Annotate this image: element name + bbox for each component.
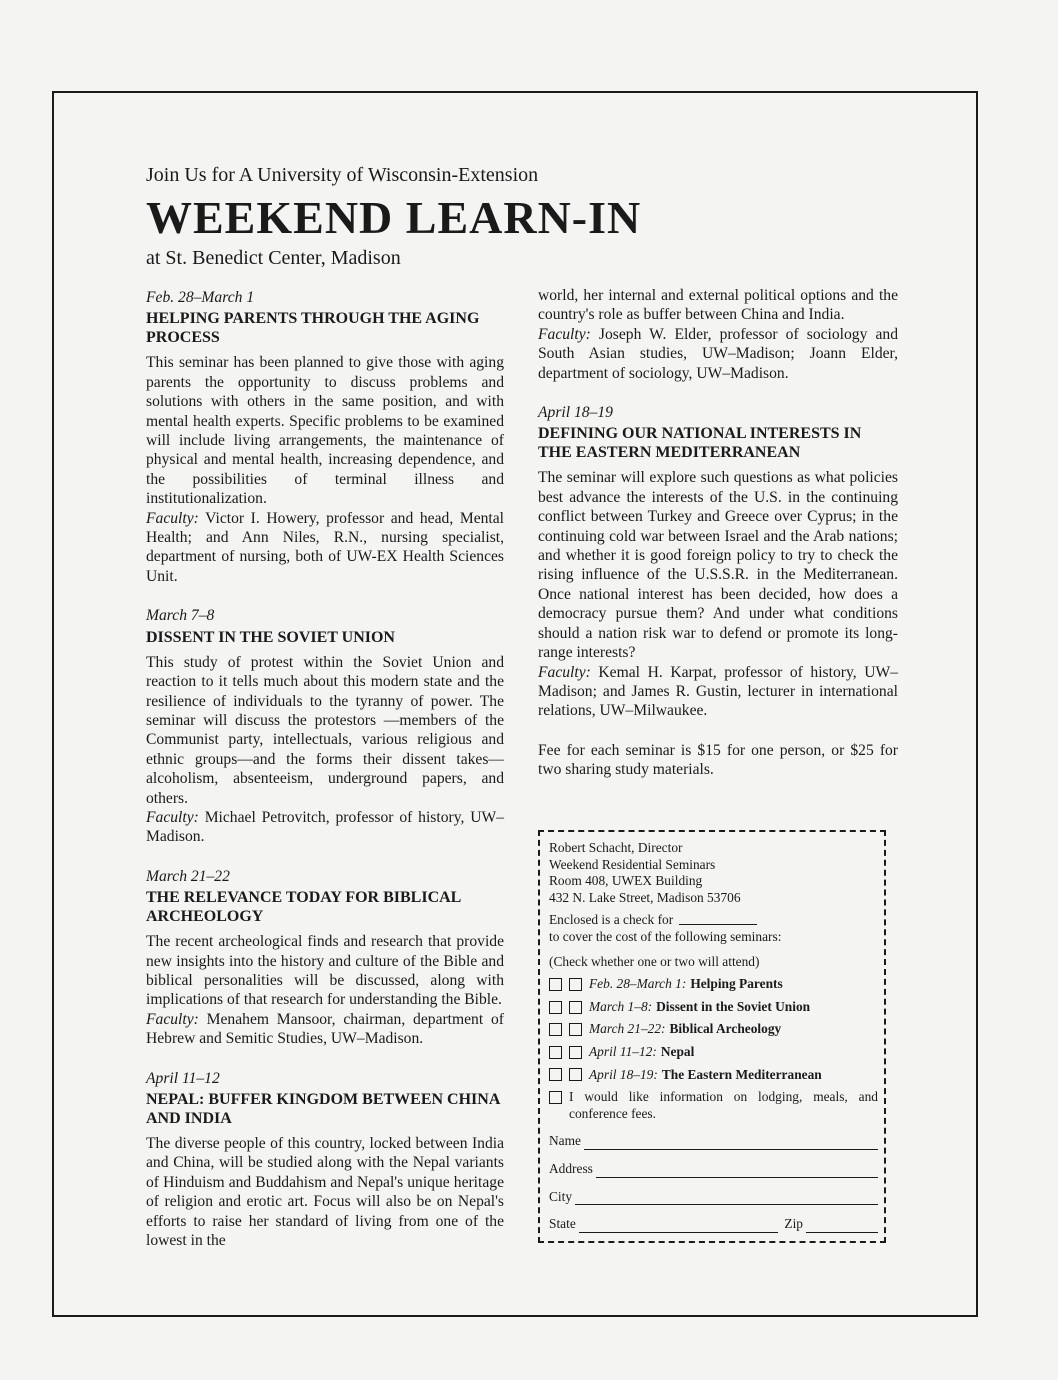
page-title: WEEKEND LEARN-IN [146,192,642,243]
seminar-faculty [146,808,504,847]
enclosed-statement [549,912,878,945]
intro-line: Join Us for A University of Wisconsin-Extension [146,164,539,186]
seminar-faculty [146,509,504,587]
option-date: March 21–22: [589,1021,666,1037]
state-field[interactable] [579,1219,779,1233]
one-attendee-checkbox[interactable] [549,978,562,991]
faculty-label: Faculty: [538,325,591,343]
state-label: State [549,1216,576,1232]
option-name: Nepal [660,1043,695,1059]
seminar-date: March 21–22 [146,867,230,885]
seminar-date: Feb. 28–March 1 [146,289,255,306]
name-label: Name [549,1133,581,1149]
seminar-description: This study of protest within the Soviet Union and reaction to it tells much about this modern state and the resilience of individuals to the tyranny of power. The seminar will discuss the protestors —members of the Communist party, intellectuals, various religious and ethnic groups—and the forms their dissent takes—alcoholism, absenteeism, underground papers, and others. [146,653,504,807]
seminar-description-continued: world, her internal and external political options and the country's role as buffer between China and India. [538,287,898,324]
option-date: April 11–12: [589,1043,657,1059]
faculty-label: Faculty: [146,1010,199,1028]
option-name: Dissent in the Soviet Union [656,998,811,1014]
seminar-option-row [549,1067,878,1084]
fee-note: Fee for each seminar is $15 for one person, or $25 for two sharing study materials. [538,741,898,779]
one-attendee-checkbox[interactable] [549,1068,562,1081]
address-line: Robert Schacht, Director [549,840,683,855]
seminar-option-row [549,1044,878,1061]
seminar-biblical-archeology [146,867,504,1049]
city-field-row [549,1189,878,1206]
seminar-description: The recent archeological finds and research that provide new insights into the history and culture of the Bible and biblical personalities will be discussed, along with implications of that research for understanding the Bible. [146,933,504,1009]
seminar-nepal [146,1069,504,1251]
faculty-names: Menahem Mansoor, chairman, department of Hebrew and Semitic Studies, UW–Madison. [146,1010,504,1048]
seminar-title: DISSENT IN THE SOVIET UNION [146,628,395,646]
seminar-mediterranean [538,403,898,721]
seminar-date: April 11–12 [146,1069,220,1087]
venue-line: at St. Benedict Center, Madison [146,247,401,269]
faculty-label: Faculty: [146,808,199,826]
one-attendee-checkbox[interactable] [549,1046,562,1059]
seminar-faculty [538,663,898,721]
info-request-label: I would like information on lodging, meals, and conference fees. [569,1089,878,1121]
check-amount-field[interactable] [679,912,757,925]
enclosed-suffix: to cover the cost of the following seminars: [549,928,782,944]
faculty-names: Victor I. Howery, professor and head, Mental Health; and Ann Niles, R.N., nursing specialist, department of nursing, both of UW-EX Health Sciences Unit. [146,509,505,585]
option-name: The Eastern Mediterranean [661,1066,822,1082]
faculty-names: Michael Petrovitch, professor of history, UW–Madison. [146,808,504,846]
two-attendees-checkbox[interactable] [569,1023,582,1036]
option-date: April 18–19: [589,1066,658,1082]
seminar-faculty [538,325,898,383]
two-attendees-checkbox[interactable] [569,1046,582,1059]
city-label: City [549,1188,573,1204]
option-date: Feb. 28–March 1: [589,976,687,992]
right-column [538,286,898,780]
two-attendees-checkbox[interactable] [569,1001,582,1014]
option-name: Helping Parents [690,976,783,992]
address-line: Weekend Residential Seminars [549,856,716,872]
two-attendees-checkbox[interactable] [569,1068,582,1081]
address-line: 432 N. Lake Street, Madison 53706 [549,889,741,905]
one-attendee-checkbox[interactable] [549,1001,562,1014]
option-date: March 1–8: [589,998,653,1014]
faculty-label: Faculty: [538,663,591,681]
info-request-checkbox[interactable] [549,1091,562,1104]
enclosed-prefix: Enclosed is a check for [549,912,674,928]
address-field[interactable] [596,1164,878,1178]
faculty-label: Faculty: [146,509,199,527]
seminar-nepal-continued [538,286,898,383]
seminar-date: April 18–19 [538,404,613,422]
zip-label: Zip [784,1216,803,1232]
seminar-title: THE RELEVANCE TODAY FOR BIBLICAL ARCHEOLOGY [146,889,461,926]
registration-form [538,830,886,1243]
left-column [146,288,504,1270]
seminar-description: The diverse people of this country, locked between India and China, will be studied along with the Nepal variants of Hinduism and Buddahism and Nepal's unique heritage of religion and erotic art. Focus will also be on Nepal's efforts to raise her standard of living from one of the lowest in the [146,1135,504,1250]
city-field[interactable] [575,1191,878,1205]
seminar-aging-parents [146,288,504,586]
faculty-names: Joseph W. Elder, professor of sociology and South Asian studies, UW–Madison; Joann Elder, department of sociology, UW–Madison. [538,325,898,382]
seminar-description: The seminar will explore such questions as what policies best advance the interests of the U.S. in the continuing conflict between Turkey and Greece over Cyprus; in the continuing cold war between Israel and the Arab nations; and whether it is good foreign policy to try to check the rising influence of the U.S.S.R. in the Mediterranean. Once national interest has been decided, how does a democracy pursue them? And under what conditions should a nation risk war to defend or promote its long-range interests? [538,469,898,662]
check-note: (Check whether one or two will attend) [549,953,760,969]
seminar-title: DEFINING OUR NATIONAL INTERESTS IN THE EASTERN MEDITERRANEAN [538,425,862,462]
two-attendees-checkbox[interactable] [569,978,582,991]
seminar-description: This seminar has been planned to give those with aging parents the opportunity to discuss problems and solutions with others in the same position, and with mental health experts. Specific problems to be examined will include living arrangements, the maintenance of physical and mental health, increasing dependence, and the possibilities of terminal illness and institutionalization. [146,354,504,508]
address-label: Address [549,1160,593,1176]
name-field[interactable] [584,1136,878,1150]
name-field-row [549,1133,878,1150]
one-attendee-checkbox[interactable] [549,1023,562,1036]
zip-field[interactable] [806,1219,878,1233]
seminar-soviet-dissent [146,606,504,846]
address-field-row [549,1161,878,1178]
seminar-date: March 7–8 [146,607,215,625]
info-request-row [549,1089,878,1122]
address-line: Room 408, UWEX Building [549,873,703,889]
option-name: Biblical Archeology [669,1021,782,1037]
seminar-option-row [549,1021,878,1038]
state-zip-row [549,1216,878,1233]
seminar-title: HELPING PARENTS THROUGH THE AGING PROCESS [146,310,480,347]
seminar-option-row [549,999,878,1016]
seminar-faculty [146,1010,504,1049]
seminar-title: NEPAL: BUFFER KINGDOM BETWEEN CHINA AND INDIA [146,1091,500,1127]
seminar-option-row [549,976,878,993]
faculty-names: Kemal H. Karpat, professor of history, UW–Madison; and James R. Gustin, lecturer in international relations, UW–Milwaukee. [538,663,898,720]
